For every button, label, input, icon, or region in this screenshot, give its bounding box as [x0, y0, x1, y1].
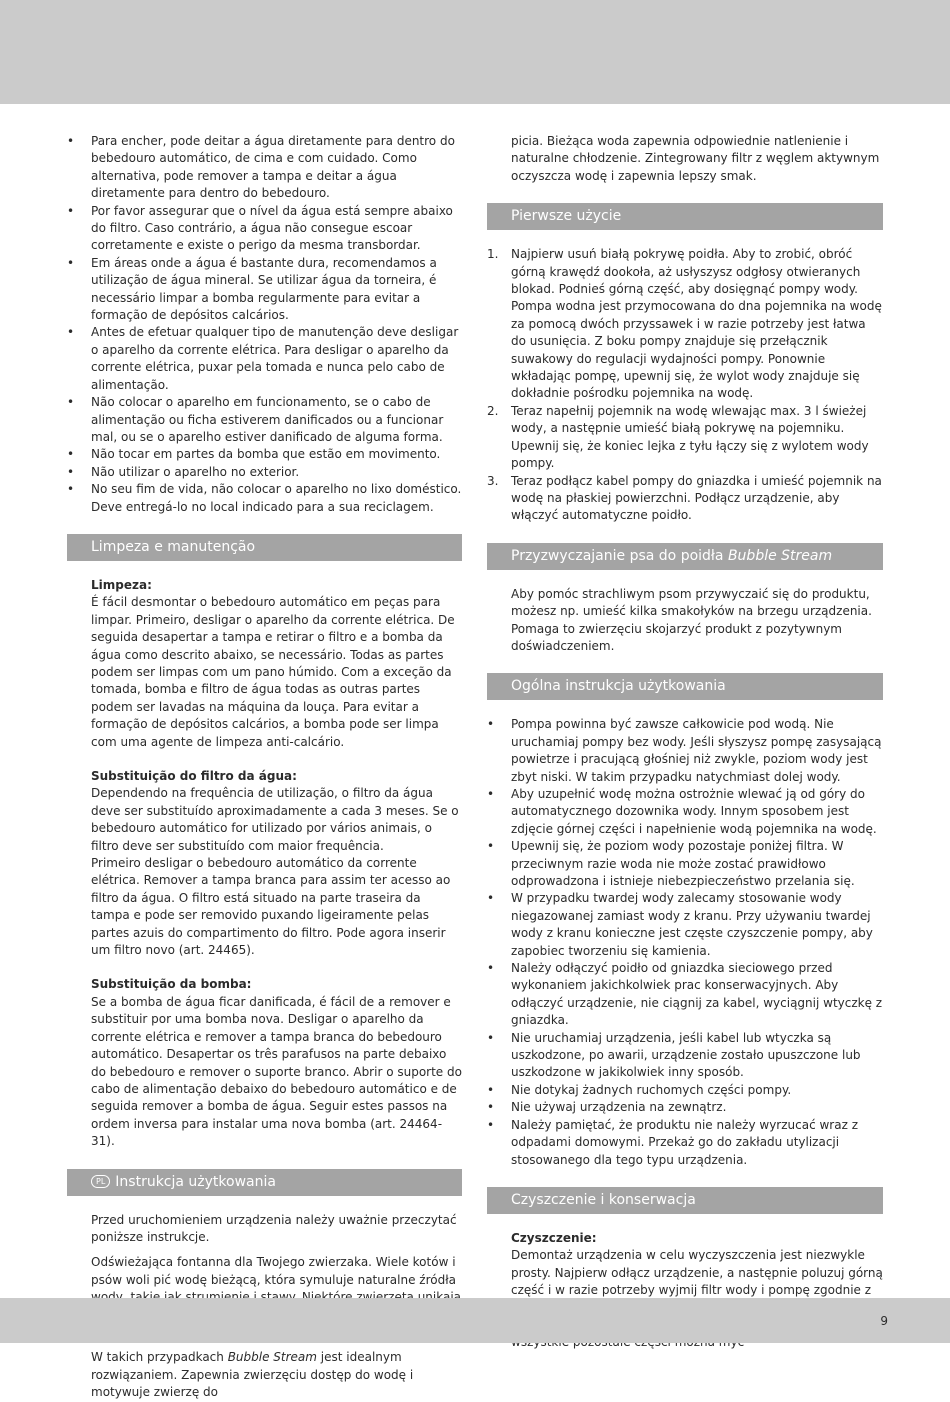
list-item: • Não utilizar o aparelho no exterior.	[67, 464, 462, 481]
list-item: • W przypadku twardej wody zalecamy stosowanie wody niegazowanej zamiast wody z kranu. Przy używaniu twardej wody z kranu konieczne jest częste czyszczenie pompy, aby zapobiec tworzeniu się kamienia.	[487, 890, 883, 960]
list-item: 2. Teraz napełnij pojemnik na wodę wlewając max. 3 l świeżej wody, a następnie umieść białą pokrywę na pojemniku. Upewnij się, że koniec lejka z tyłu łączy się z wylotem wody pompy.	[487, 403, 869, 471]
list-item: • Antes de efetuar qualquer tipo de manutenção deve desligar o aparelho da corrente elétrica. Para desligar o aparelho da corrente elétrica, puxar pela tomada e nunca pelo cabo de alimentação.	[67, 324, 462, 394]
list-item: • Em áreas onde a água é bastante dura, recomendamos a utilização de água mineral. Se utilizar água da torneira, é necessário limpar a bomba regularmente para evitar a formação de depósitos calcários.	[67, 255, 462, 325]
paragraph-pl-intro: Przed uruchomieniem urządzenia należy uważnie przeczytać poniższe instrukcje.	[91, 1212, 457, 1244]
list-item: • Należy pamiętać, że produktu nie należy wyrzucać wraz z odpadami domowymi. Przekaż go do zakładu utylizacji stosowanego dla tego typu urządzenia.	[487, 1117, 883, 1169]
paragraph-przyzwyczajanie: Aby pomóc strachliwym psom przywyczaić się do produktu, możesz np. umieść kilka smakołyków na brzegu urządzenia. Pomaga to zwierzęciu skojarzyć produkt z pozytywnym doświadczeniem.	[511, 586, 872, 653]
paragraph-pl-1: Odświeżająca fontanna dla Twojego zwierzaka. Wiele kotów i psów woli pić wodę bieżącą, która symuluje naturalne źródła	[91, 1255, 456, 1287]
subheading-filtro: Substituição do filtro da água:	[91, 769, 297, 783]
paragraph-limpeza: É fácil desmontar o bebedouro automático em peças para limpar. Primeiro, desligar o aparelho da corrente elétrica. De seguida desapertar a tampa e retirar o filtro e a bomba da água como descrito abaixo, se necessário. Todas as partes podem ser limpas com um pano húmido. Com a exceção da tomada, bomba e filtro de água todas as outras partes podem ser lavadas na máquina da louça. Para evitar a formação de depósitos calcários, a bomba pode ser limpa com uma agente de limpeza anti-calcário.	[91, 595, 455, 749]
section-heading-przyzwyczajanie: Przyzwyczajanie psa do poidła Bubble Stream	[487, 543, 883, 570]
section-heading-limpeza: Limpeza e manutenção	[67, 534, 462, 561]
list-item: • Pompa powinna być zawsze całkowicie pod wodą. Nie uruchamiaj pompy bez wody. Jeśli słyszysz pompę zasysającą powietrze i pracującą głośniej niż zwykle, poziom wody jest zbyt niski. W takim przypadku natychmiast dolej wody.	[487, 716, 883, 786]
list-item: • Upewnij się, że poziom wody pozostaje poniżej filtra. W przeciwnym razie woda nie może zostać prawidłowo odprowadzona i istnieje niebezpieczeństwo przelania się.	[487, 838, 883, 890]
list-item: • Aby uzupełnić wodę można ostrożnie wlewać ją od góry do automatycznego dozownika wody. Innym sposobem jest zdjęcie górnej części i napełnienie wodą pojemnika na wodę.	[487, 786, 883, 838]
header-band	[0, 0, 950, 104]
list-item: • Należy odłączyć poidło od gniazdka sieciowego przed wykonaniem jakichkolwiek prac konserwacyjnych. Aby odłączyć urządzenie, nie ciągnij za kabel, wyciągnij wtyczkę z gniazdka.	[487, 960, 883, 1030]
footer-band	[0, 1298, 950, 1343]
list-item: 3. Teraz podłącz kabel pompy do gniazdka i umieść pojemnik na wodę na płaskiej powierzchni. Podłącz urządzenie, aby włączyć automatyczne poidło.	[487, 473, 882, 523]
page-number: 9	[880, 1314, 888, 1328]
list-item: • Não tocar em partes da bomba que estão em movimento.	[67, 446, 462, 463]
subheading-czyszczenie: Czyszczenie:	[511, 1230, 597, 1245]
section-heading-czyszczenie: Czyszczenie i konserwacja	[487, 1187, 883, 1214]
list-item: • No seu fim de vida, não colocar o aparelho no lixo doméstico. Deve entregá-lo no local indicado para a sua reciclagem.	[67, 481, 462, 516]
section-heading-pl-instrukcja	[67, 1169, 462, 1196]
pl-instrukcja-title: Instrukcja użytkowania	[115, 1173, 276, 1190]
intro-bullet-list	[67, 133, 462, 516]
list-item: • Não colocar o aparelho em funcionamento, se o cabo de alimentação ou ficha estiverem danificados ou a funcionar mal, ou se o aparelho estiver danificado de alguma forma.	[67, 394, 462, 446]
list-item: • Nie używaj urządzenia na zewnątrz.	[487, 1099, 883, 1116]
ogolna-bullet-list	[487, 716, 883, 1169]
language-badge: PL	[91, 1175, 110, 1188]
paragraph-bomba: Se a bomba de água ficar danificada, é fácil de a remover e substituir por uma bomba nova. Desligar o aparelho da corrente elétrica e remover a tampa branca do bebedouro automático. Desapertar os três parafusos na parte debaixo do bebedouro e remover o suporte branco. Abrir o suporte do cabo de alimentação debaixo do bebedouro automático e de seguida remover a bomba de água. Seguir estes passos na ordem inversa para instalar uma nova bomba (art. 24464-31).	[91, 994, 462, 1149]
paragraph-continued: picia. Bieżąca woda zapewnia odpowiednie natlenienie i naturalne chłodzenie. Zintegrowany filtr z węglem aktywnym oczyszcza wodę i zapewnia lepszy smak.	[511, 134, 880, 183]
subheading-limpeza: Limpeza:	[91, 577, 152, 592]
paragraph-czyszczenie: Demontaż urządzenia w celu wyczyszczenia jest niezwykle prosty. Najpierw odłącz urządzenie, a następnie poluzuj górną część i w razie potrzeby wyjmij filtr wody i pompę zgodnie z	[511, 1248, 883, 1298]
section-heading-ogolna: Ogólna instrukcja użytkowania	[487, 673, 883, 700]
list-item: • Para encher, pode deitar a água diretamente para dentro do bebedouro automático, de cima e com cuidado. Como alternativa, pode remover a tampa e deitar a água diretamente para dentro do bebedouro.	[67, 133, 462, 203]
list-item: 1. Najpierw usuń białą pokrywę poidła. Aby to zrobić, obróć górną krawędź dookoła, aż usłyszysz odgłosy otwieranych blokad. Podnieś górną część, aby dosięgnąć pompy wody. Pompa wodna jest przymocowana do dna pojemnika na wodę za pomocą dwóch przyssawek i w razie potrzeby jest łatwa do usunięcia. Z boku pompy znajduje się przełącznik suwakowy do regulacji wydajności pompy. Ponownie wkładając pompę, upewnij się, że wylot wody znajduje się dokładnie pośrodku pojemnika na wodę.	[487, 247, 882, 401]
left-column	[67, 133, 462, 1402]
right-column	[487, 133, 883, 1352]
section-heading-pierwsze: Pierwsze użycie	[487, 203, 883, 230]
list-item: • Nie uruchamiaj urządzenia, jeśli kabel lub wtyczka są uszkodzone, po awarii, urządzenie zostało upuszczone lub uszkodzone w jakikolwiek inny sposób.	[487, 1030, 883, 1082]
steps-list	[487, 246, 883, 525]
paragraph-filtro-2: Primeiro desligar o bebedouro automático da corrente elétrica. Remover a tampa branca para assim ter acesso ao filtro da água. O filtro está situado na parte traseira da tampa e pode ser removido puxando ligeiramente pelas partes azuis do compartimento do filtro. Pode agora inserir um filtro novo (art. 24465).	[91, 856, 451, 958]
subheading-bomba: Substituição da bomba:	[91, 977, 252, 992]
paragraph-pl-2: W takich przypadkach Bubble Stream jest idealnym rozwiązaniem. Zapewnia zwierzęciu dostęp do wodę i motywuje zwierzę do	[91, 1350, 414, 1400]
list-item: • Nie dotykaj żadnych ruchomych części pompy.	[487, 1082, 883, 1099]
paragraph-filtro-1: Dependendo na frequência de utilização, o filtro da água deve ser substituído aproximadamente a cada 3 meses. Se o bebedouro automático for utilizado por vários animais, o filtro deve ser substituído com maior frequência.	[91, 786, 459, 853]
list-item: • Por favor assegurar que o nível da água está sempre abaixo do filtro. Caso contrário, a água não consegue escoar corretamente e existe o perigo da mesma transbordar.	[67, 203, 462, 255]
